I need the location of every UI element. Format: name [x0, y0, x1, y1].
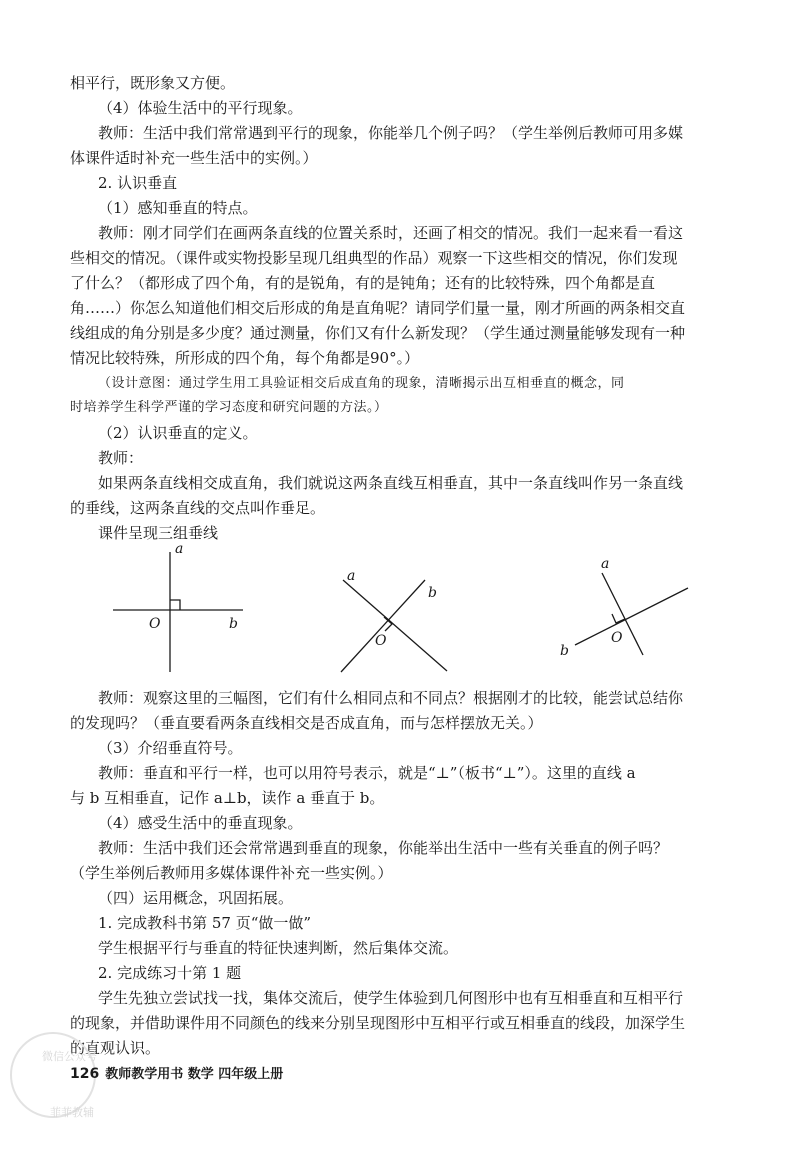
text-line: 与 b 互相垂直，记作 a⊥b，读作 a 垂直于 b。 — [70, 789, 385, 807]
page-footer — [70, 1063, 283, 1082]
text-line: 体课件适时补充一些生活中的实例。） — [70, 149, 318, 167]
text-line: 学生先独立尝试找一找，集体交流后，使学生体验到几何图形中也有互相垂直和互相平行 — [98, 989, 684, 1007]
right-angle-mark — [170, 600, 180, 610]
perpendicular-figure-2 — [335, 565, 460, 677]
label-a: a — [175, 541, 184, 557]
text-line: （1）感知垂直的特点。 — [98, 199, 258, 217]
text-line: 教师：生活中我们常常遇到平行的现象，你能举几个例子吗？（学生举例后教师可用多媒 — [98, 124, 684, 142]
text-line: 些相交的情况。（课件或实物投影呈现几组典型的作品）观察一下这些相交的情况，你们发现 — [70, 249, 678, 267]
section-heading: （四）运用概念，巩固拓展。 — [98, 889, 294, 907]
text-line: 教师： — [98, 449, 144, 467]
text-line: 的发现吗？（垂直要看两条直线相交是否成直角，而与怎样摆放无关。） — [70, 714, 543, 732]
label-a: a — [601, 556, 610, 572]
text-line: 角……）你怎么知道他们相交后形成的角是直角呢？请同学们量一量，刚才所画的两条相交直 — [70, 299, 686, 317]
text-line: 教师：生活中我们还会常常遇到垂直的现象，你能举出生活中一些有关垂直的例子吗？ — [98, 839, 669, 857]
book-title: 教师教学用书 数学 四年级上册 — [105, 1067, 284, 1082]
design-note: 时培养学生科学严谨的学习态度和研究问题的方法。） — [70, 400, 388, 415]
label-b: b — [229, 616, 238, 632]
text-line: 教师：刚才同学们在画两条直线的位置关系时，还画了相交的情况。我们一起来看一看这 — [98, 224, 684, 242]
label-o: O — [611, 630, 623, 646]
text-line: 2. 完成练习十第 1 题 — [98, 964, 242, 982]
page-number: 126 — [70, 1066, 100, 1082]
text-line: 学生根据平行与垂直的特征快速判断，然后集体交流。 — [98, 939, 459, 957]
label-o: O — [375, 633, 387, 649]
text-line: 线组成的角分别是多少度？通过测量，你们又有什么新发现？（学生通过测量能够发现有一种 — [70, 324, 686, 342]
text-line: 教师：垂直和平行一样，也可以用符号表示，就是“⊥”（板书“⊥”）。这里的直线 a — [98, 764, 636, 782]
text-line: 教师：观察这里的三幅图，它们有什么相同点和不同点？根据刚才的比较，能尝试总结你 — [98, 689, 684, 707]
text-line: （4）感受生活中的垂直现象。 — [98, 814, 303, 832]
label-o: O — [149, 616, 161, 632]
line-b — [575, 588, 688, 645]
text-line: （学生举例后教师用多媒体课件补充一些实例。） — [70, 864, 393, 882]
text-line: 如果两条直线相交成直角，我们就说这两条直线互相垂直，其中一条直线叫作另一条直线 — [98, 474, 684, 492]
label-b: b — [428, 585, 437, 601]
text-line: 课件呈现三组垂线 — [98, 524, 219, 542]
section-heading: 2. 认识垂直 — [98, 174, 178, 192]
text-line: （2）认识垂直的定义。 — [98, 424, 258, 442]
design-note: （设计意图：通过学生用工具验证相交后成直角的现象，清晰揭示出互相垂直的概念，同 — [98, 376, 625, 391]
label-a: a — [347, 568, 356, 584]
label-b: b — [560, 643, 569, 659]
text-line: 了什么？（都形成了四个角，有的是锐角，有的是钝角；还有的比较特殊，四个角都是直 — [70, 274, 656, 292]
line-b — [341, 580, 425, 672]
text-line: 情况比较特殊，所形成的四个角，每个角都是90°。） — [70, 349, 420, 367]
text-line: （4）体验生活中的平行现象。 — [98, 99, 303, 117]
perpendicular-figure-3 — [555, 555, 695, 667]
perpendicular-figure-1 — [105, 540, 265, 680]
text-line: 的直观认识。 — [70, 1039, 161, 1057]
text-line: 1. 完成教科书第 57 页“做一做” — [98, 914, 312, 932]
text-line: 的垂线，这两条直线的交点叫作垂足。 — [70, 499, 326, 517]
text-line: 相平行，既形象又方便。 — [70, 74, 236, 92]
watermark-line1: 微信公众号 — [42, 1050, 97, 1063]
text-line: 的现象，并借助课件用不同颜色的线来分别呈现图形中互相平行或互相垂直的线段，加深学生 — [70, 1014, 686, 1032]
watermark-line2: 菲菲教辅 — [50, 1106, 94, 1119]
text-line: （3）介绍垂直符号。 — [98, 739, 243, 757]
